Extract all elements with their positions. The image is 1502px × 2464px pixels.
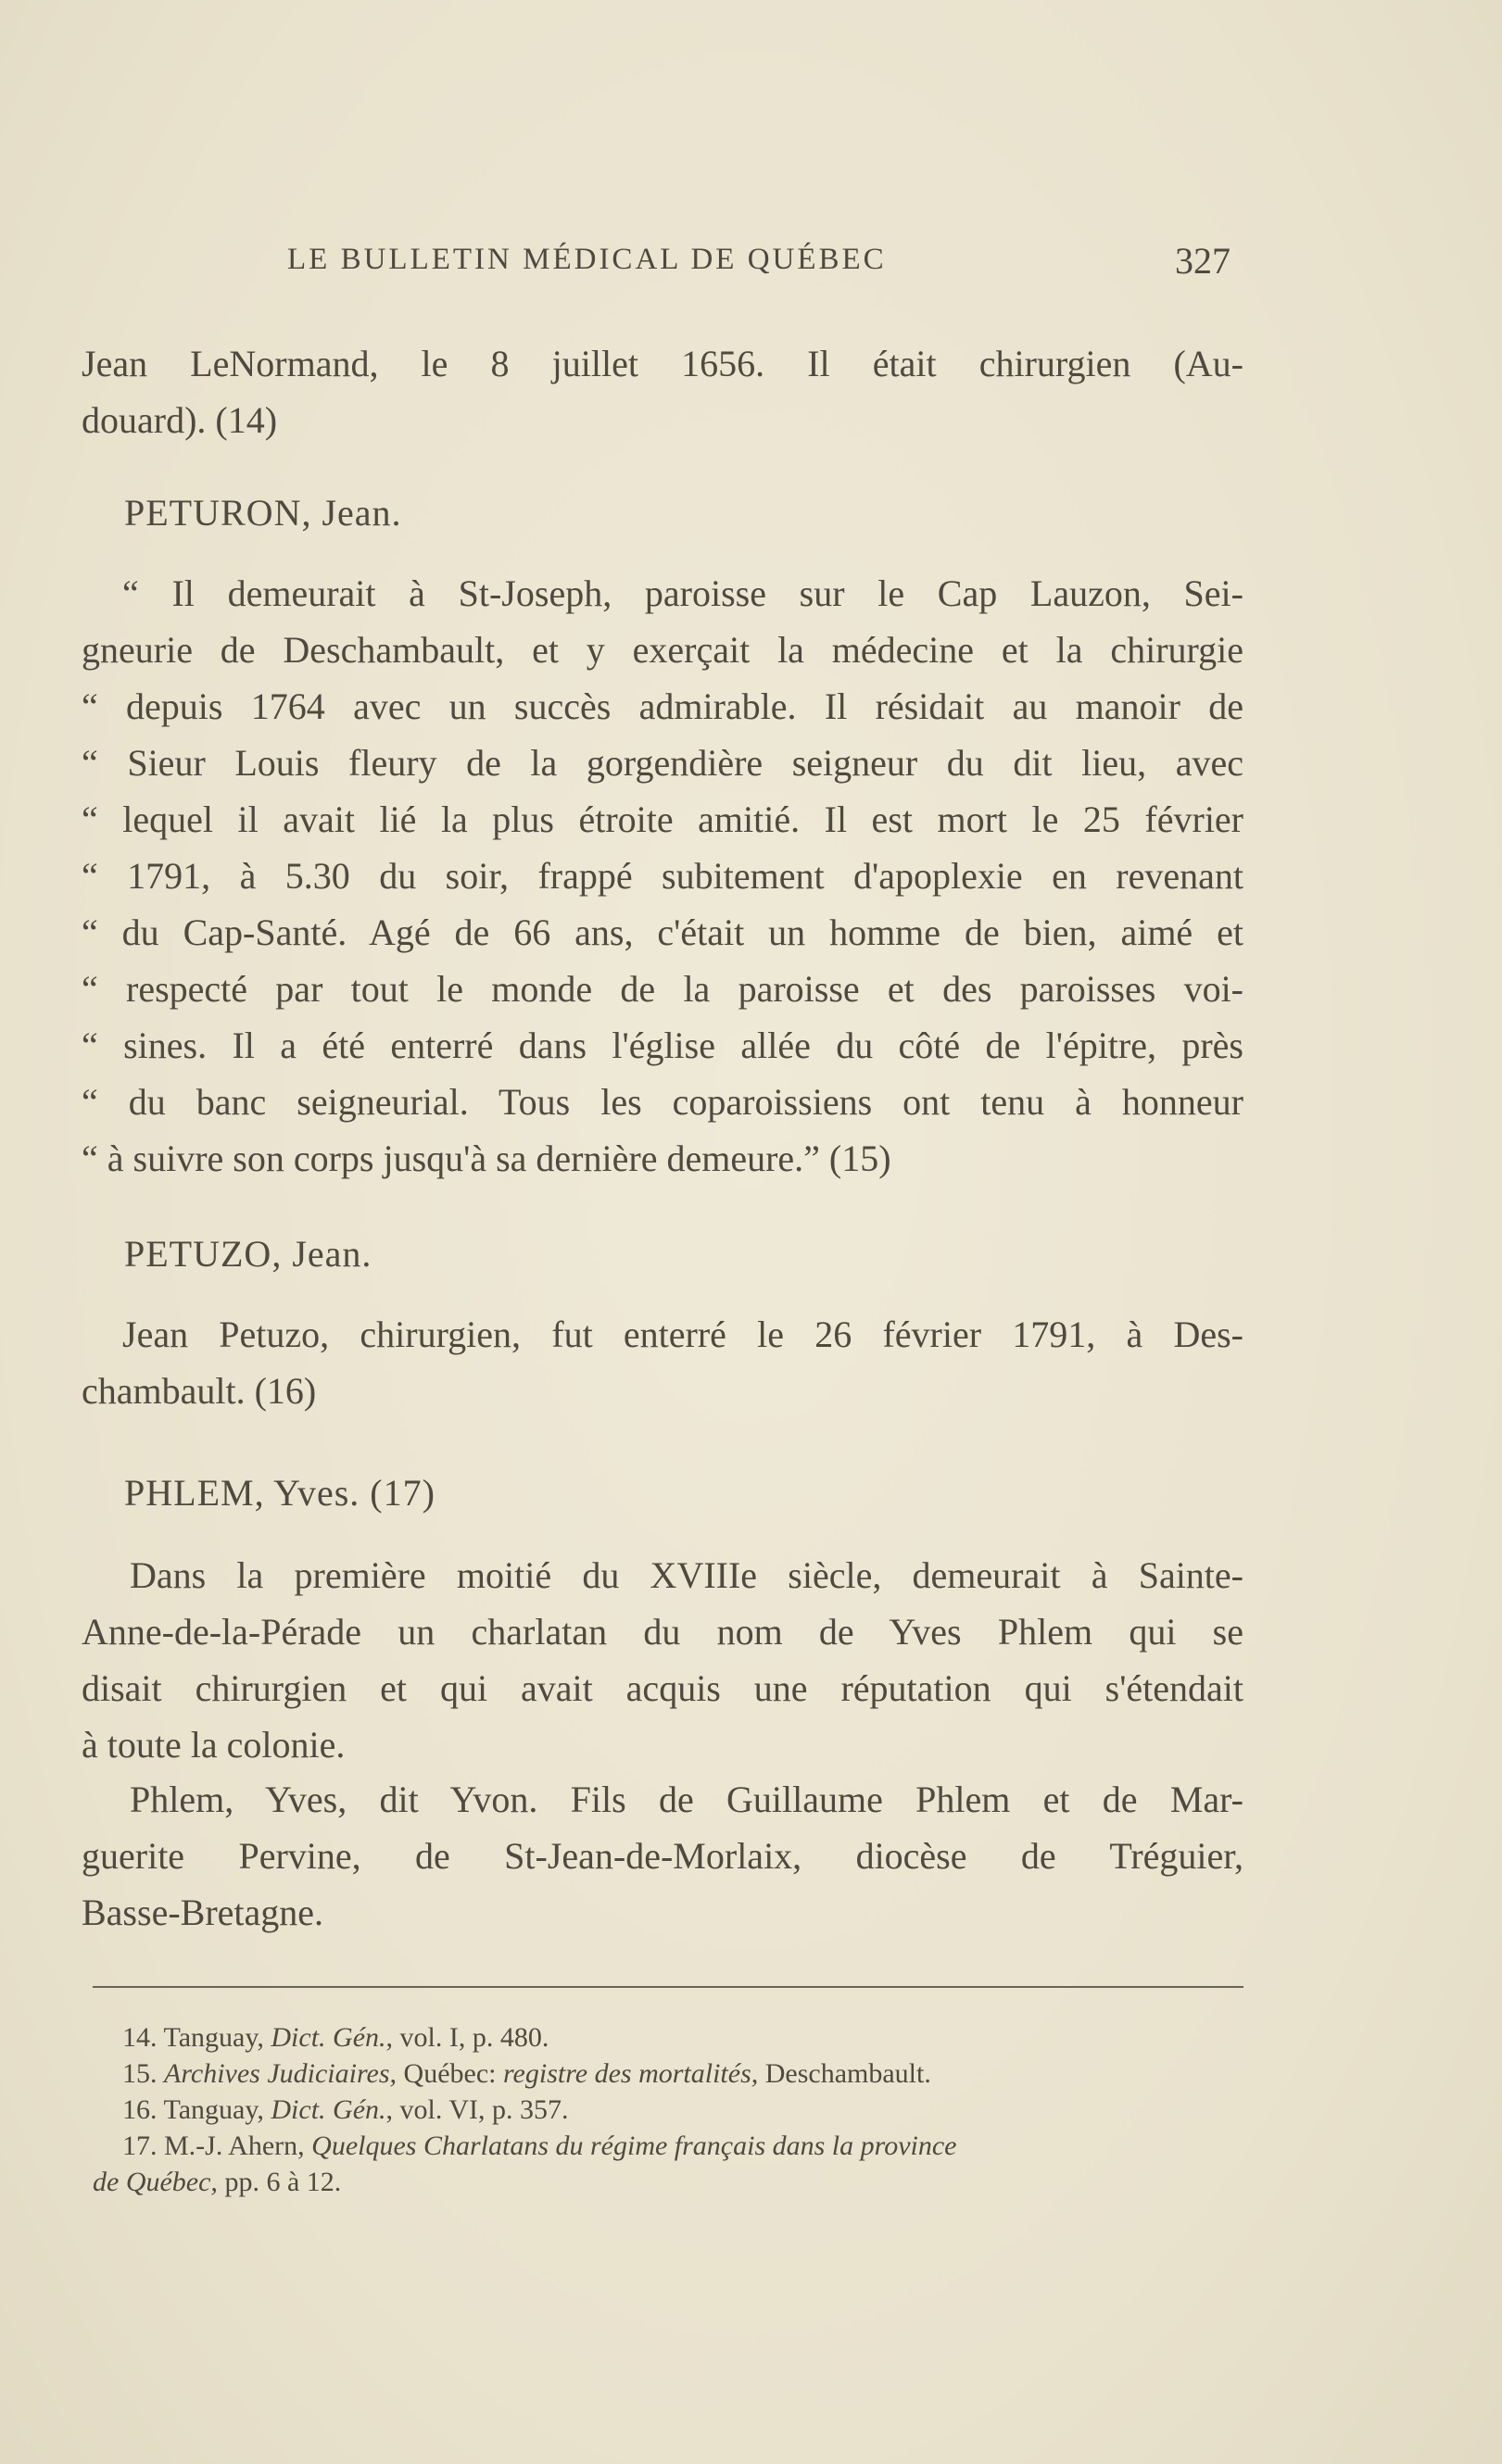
- text-line: “ depuis 1764 avec un succès admirable. Il résidait au manoir de: [82, 685, 1243, 727]
- text-line: Jean LeNormand, le 8 juillet 1656. Il était chirurgien (Au-: [82, 343, 1243, 384]
- footnote-17: 17. M.-J. Ahern, Quelques Charlatans du régime français dans la province: [122, 2131, 957, 2161]
- text-line: “ à suivre son corps jusqu'à sa dernière demeure.” (15): [82, 1138, 891, 1179]
- text-line: “ Sieur Louis fleury de la gorgendière seigneur du dit lieu, avec: [82, 742, 1243, 784]
- footnote-14: 14. Tanguay, Dict. Gén., vol. I, p. 480.: [122, 2022, 549, 2053]
- entry-heading-petuzo: PETUZO, Jean.: [124, 1233, 372, 1275]
- text-line: Jean Petuzo, chirurgien, fut enterré le 26 février 1791, à Des-: [122, 1314, 1243, 1355]
- text-line: Basse-Bretagne.: [82, 1892, 324, 1933]
- text-line: “ respecté par tout le monde de la paroisse et des paroisses voi-: [82, 968, 1243, 1010]
- text-line: “ sines. Il a été enterré dans l'église allée du côté de l'épitre, près: [82, 1025, 1243, 1066]
- text-line: Phlem, Yves, dit Yvon. Fils de Guillaume Phlem et de Mar-: [130, 1779, 1243, 1820]
- entry-heading-phlem: PHLEM, Yves. (17): [124, 1472, 435, 1514]
- text-line: disait chirurgien et qui avait acquis une réputation qui s'étendait: [82, 1667, 1243, 1709]
- text-line: Anne-de-la-Pérade un charlatan du nom de Yves Phlem qui se: [82, 1611, 1243, 1653]
- petuzo-paragraph: [82, 1306, 1243, 1419]
- text-line: Dans la première moitié du XVIIIe siècle, demeurait à Sainte-: [130, 1554, 1243, 1596]
- text-line: “ 1791, à 5.30 du soir, frappé subitement d'apoplexie en revenant: [82, 855, 1243, 897]
- text-line: “ lequel il avait lié la plus étroite amitié. Il est mort le 25 février: [82, 798, 1243, 840]
- entry-heading-peturon: PETURON, Jean.: [124, 492, 402, 534]
- intro-paragraph: [82, 335, 1243, 448]
- text-line: douard). (14): [82, 399, 278, 441]
- footnote-divider: [93, 1986, 1243, 1988]
- footnote-16: 16. Tanguay, Dict. Gén., vol. VI, p. 357.: [122, 2094, 569, 2125]
- footnote-15: 15. Archives Judiciaires, Québec: registre des mortalités, Deschambault.: [122, 2058, 931, 2089]
- footnotes: [93, 2019, 1242, 2200]
- text-line: à toute la colonie.: [82, 1724, 346, 1766]
- text-line: chambault. (16): [82, 1370, 317, 1412]
- page-number: 327: [1175, 240, 1231, 282]
- text-line: gneurie de Deschambault, et y exerçait la médecine et la chirurgie: [82, 629, 1243, 671]
- phlem-paragraph-2: [82, 1771, 1243, 1941]
- footnote-17-continued: de Québec, pp. 6 à 12.: [93, 2167, 342, 2197]
- peturon-quote: [82, 565, 1243, 1187]
- text-line: “ du Cap-Santé. Agé de 66 ans, c'était un homme de bien, aimé et: [82, 911, 1243, 953]
- text-line: “ du banc seigneurial. Tous les coparoissiens ont tenu à honneur: [82, 1081, 1243, 1123]
- text-line: guerite Pervine, de St-Jean-de-Morlaix, diocèse de Tréguier,: [82, 1835, 1243, 1877]
- phlem-paragraph-1: [82, 1547, 1243, 1773]
- text-line: “ Il demeurait à St-Joseph, paroisse sur le Cap Lauzon, Sei-: [122, 572, 1243, 614]
- running-title: LE BULLETIN MÉDICAL DE QUÉBEC: [287, 243, 887, 276]
